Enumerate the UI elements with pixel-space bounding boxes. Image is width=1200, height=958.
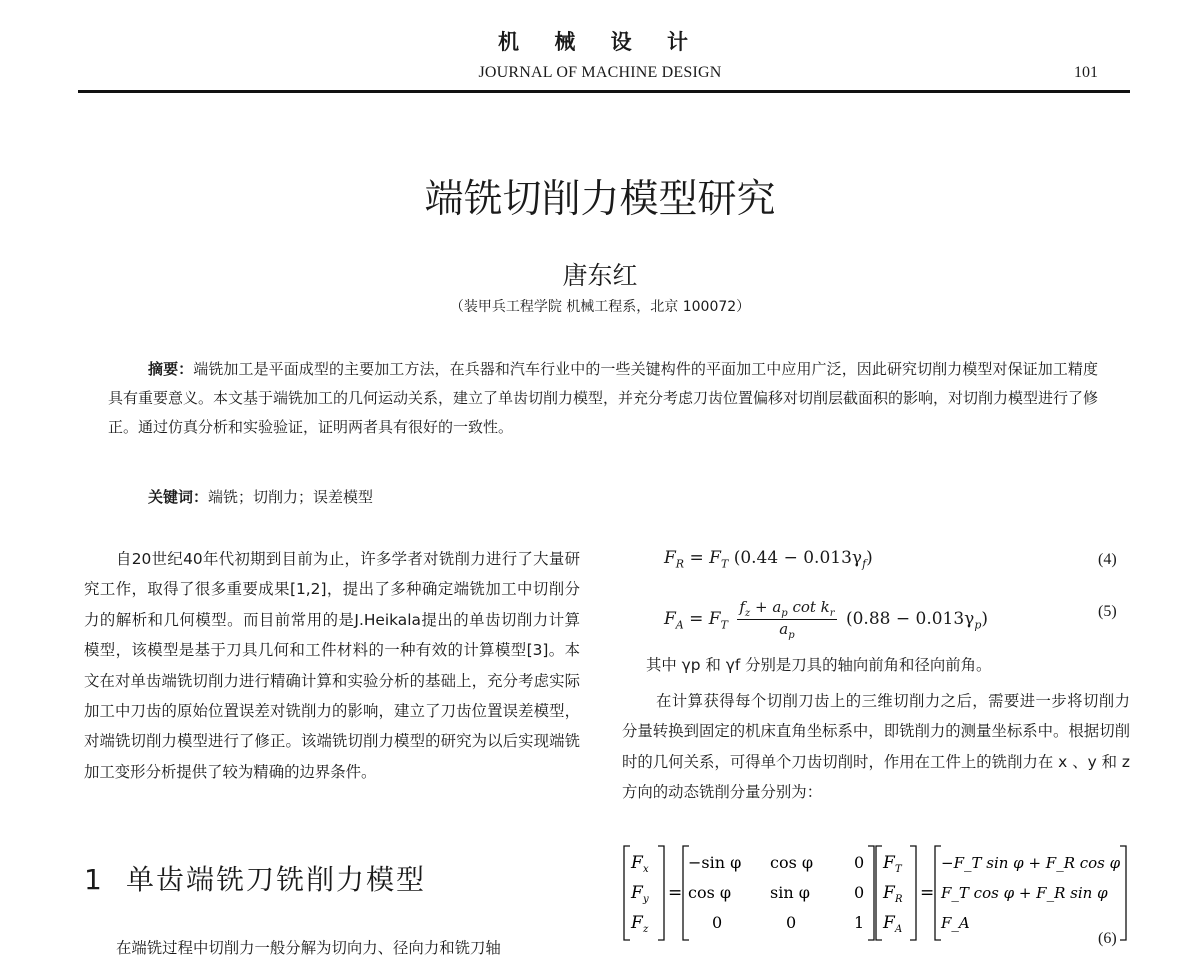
eq6-equals-2: = xyxy=(920,883,935,903)
eq4-paren-sub: f xyxy=(862,557,867,571)
eq6-fa: F xyxy=(883,913,895,933)
article-author: 唐东红 xyxy=(562,261,638,290)
section-heading xyxy=(84,858,426,898)
eq5-denominator xyxy=(737,620,836,641)
eq5-rhs-sub: T xyxy=(720,618,728,632)
section-number: 1 xyxy=(84,863,104,896)
eq6-r3: F_A xyxy=(941,914,970,932)
eq4-rhs-sub: T xyxy=(720,557,729,571)
eq5-num-f-sub: z xyxy=(744,608,751,619)
eq4-lhs-sub: R xyxy=(675,557,685,571)
eq6-fz-sub: z xyxy=(643,924,649,935)
eq5-lhs: F xyxy=(664,609,676,629)
eq6-m22: sin φ xyxy=(770,883,810,902)
eq5-num-cot-sub: r xyxy=(829,608,835,619)
header-rule xyxy=(78,90,1130,93)
eq4-paren: (0.44 − 0.013γ xyxy=(733,548,863,568)
keywords-text: 端铣；切削力；误差模型 xyxy=(208,488,374,506)
journal-title-en: JOURNAL OF MACHINE DESIGN xyxy=(478,64,722,81)
eq5-fraction xyxy=(737,598,836,641)
eq6-matrix xyxy=(683,846,874,940)
eq6-r2: F_T cos φ + F_R sin φ xyxy=(941,884,1108,902)
eq6-fx-sub: x xyxy=(643,864,649,875)
cut-paragraph: 在端铣过程中切削力一般分解为切向力、径向力和铣刀轴 xyxy=(116,939,501,957)
eq6-m12: cos φ xyxy=(770,853,814,872)
abstract xyxy=(108,355,1098,442)
equation-6 xyxy=(620,846,1140,946)
equation-5 xyxy=(664,598,988,641)
eq6-m23: 0 xyxy=(854,883,865,902)
eq5-den-a: a xyxy=(779,620,789,638)
eq6-fr: F xyxy=(883,883,895,903)
eq5-numerator xyxy=(737,598,836,620)
eq6-left-vector xyxy=(624,846,664,940)
intro-paragraph: 自20世纪40年代初期到目前为止，许多学者对铣削力进行了大量研究工作，取得了很多重要成果[1,2]，提出了多种确定端铣加工中切削分力的解析和几何模型。而目前常用的是J.Heikala提出的单齿切削力计算模型，该模型是基于刀具几何和工件材料的一种有效的计算模型[3]。本文在对单齿端铣切削力进行精确计算和实验分析的基础上，充分考虑实际加工中刀齿的原始位置误差对铣削力的影响，建立了刀齿位置误差模型，对端铣切削力模型进行了修正。该端铣切削力模型的研究为以后实现端铣加工变形分析提供了较为精确的边界条件。 xyxy=(84,550,580,781)
eq6-ft: F xyxy=(883,853,895,873)
eq5-den-a-sub: p xyxy=(788,630,795,641)
eq6-fa-sub: A xyxy=(895,924,903,935)
author-affiliation: （装甲兵工程学院 机械工程系，北京 100072） xyxy=(449,299,751,315)
eq5-paren: (0.88 − 0.013γ xyxy=(845,609,975,629)
equation-4 xyxy=(664,548,873,570)
eq4-close: ) xyxy=(866,548,873,568)
page-number: 101 xyxy=(1074,64,1098,81)
eq5-num-a-sub: p xyxy=(781,608,788,619)
keywords xyxy=(148,486,373,507)
eq5-num-cot: cot k xyxy=(792,598,830,616)
eq5-close: ) xyxy=(981,609,989,629)
eq6-fr-sub: R xyxy=(895,894,903,905)
eq6-equals-1: = xyxy=(668,883,683,903)
eq6-result-vector xyxy=(935,846,1126,940)
eq5-num-a: + a xyxy=(754,598,782,616)
eq5-number: (5) xyxy=(1098,603,1117,620)
eq4-lhs: F xyxy=(664,548,676,568)
eq6-m33: 1 xyxy=(854,913,865,932)
eq6-fx: F xyxy=(631,853,643,873)
abstract-text: 端铣加工是平面成型的主要加工方法，在兵器和汽车行业中的一些关键构件的平面加工中应用广泛，因此研究切削力模型对保证加工精度具有重要意义。本文基于端铣加工的几何运动关系，建立了单齿切削力模型，并充分考虑刀齿位置偏移对切削层截面积的影响，对切削力模型进行了修正。通过仿真分析和实验验证，证明两者具有很好的一致性。 xyxy=(108,360,1099,436)
eq6-m21: cos φ xyxy=(688,883,732,902)
eq6-ft-sub: T xyxy=(895,864,902,875)
journal-title-cn: 机 械 设 计 xyxy=(498,30,702,54)
eq6-m11: −sin φ xyxy=(688,853,742,872)
eq6-fz: F xyxy=(631,913,643,933)
eq6-m13: 0 xyxy=(854,853,865,872)
article-title: 端铣切削力模型研究 xyxy=(424,177,776,222)
eq6-m31: 0 xyxy=(712,913,723,932)
transform-paragraph: 在计算获得每个切削刀齿上的三维切削力之后，需要进一步将切削力分量转换到固定的机床直角坐标系中，即铣削力的测量坐标系中。根据切削时的几何关系，可得单个刀齿切削时，作用在工件上的铣削力在 x 、y 和 z 方向的动态铣削分量分别为： xyxy=(622,692,1130,802)
eq5-lhs-sub: A xyxy=(675,618,684,632)
eq5-num-f: f xyxy=(739,598,745,616)
eq6-r1: −F_T sin φ + F_R cos φ xyxy=(941,854,1121,872)
keywords-label: 关键词： xyxy=(148,488,209,506)
eq6-force-vector xyxy=(876,846,916,940)
eq6-fy: F xyxy=(631,883,643,903)
eq6-m32: 0 xyxy=(786,913,797,932)
eq5-paren-sub: p xyxy=(974,618,982,632)
eq5-rhs: = F xyxy=(689,609,721,629)
eq6-fy-sub: y xyxy=(643,894,649,905)
section-title: 单齿端铣刀铣削力模型 xyxy=(126,863,427,896)
angle-definition: 其中 γp 和 γf 分别是刀具的轴向前角和径向前角。 xyxy=(646,656,992,674)
eq4-rhs: = F xyxy=(689,548,721,568)
eq4-number: (4) xyxy=(1098,551,1117,568)
abstract-label: 摘要： xyxy=(148,360,194,378)
eq6-number: (6) xyxy=(1098,930,1117,947)
